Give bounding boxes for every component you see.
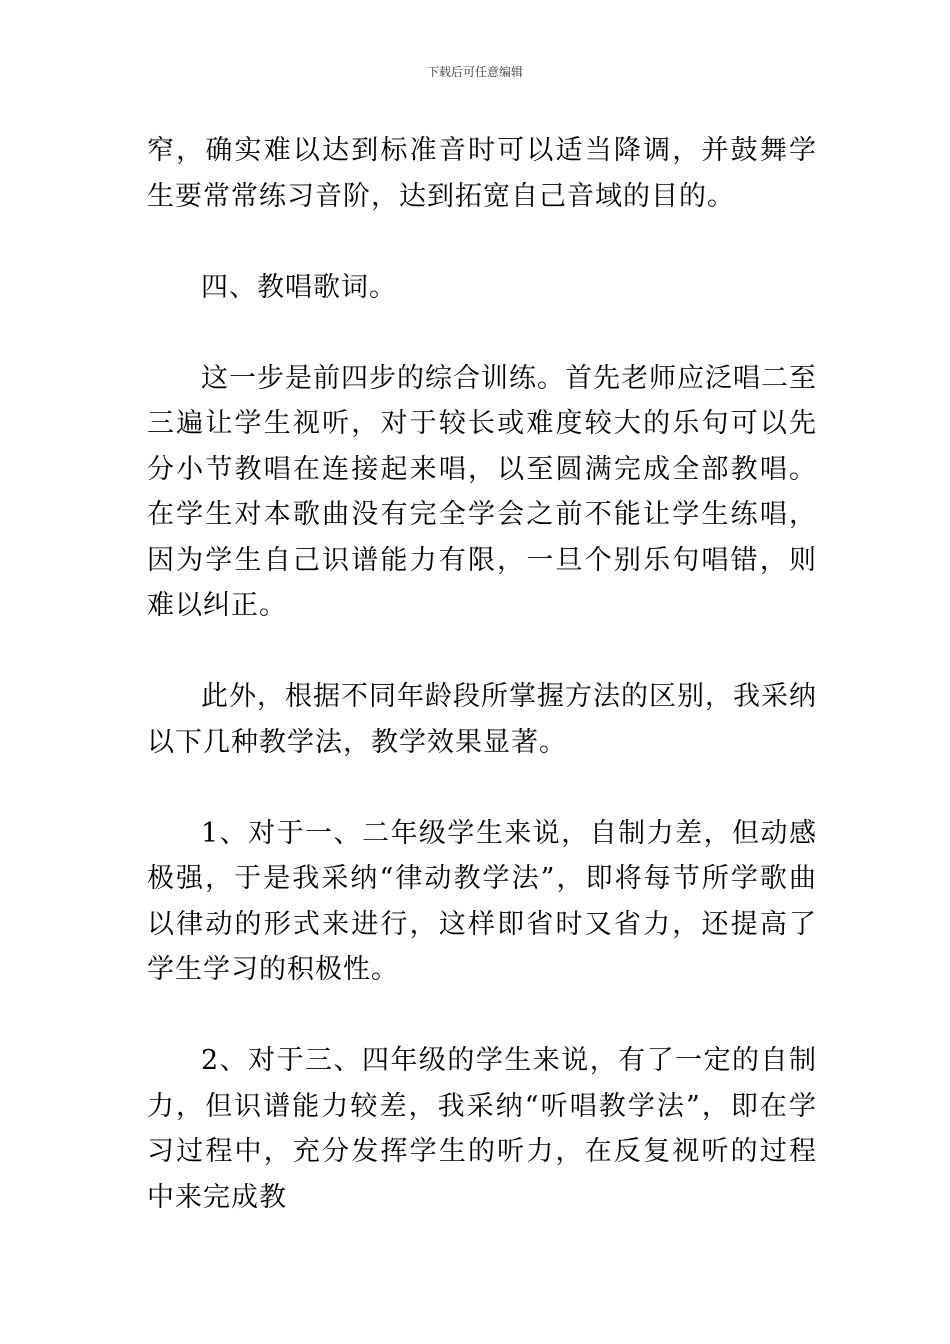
paragraph: 此外，根据不同年龄段所掌握方法的区别，我采纳以下几种教学法，教学效果显著。	[147, 681, 817, 758]
document-body	[147, 128, 817, 1266]
paragraph: 1、对于一、二年级学生来说，自制力差，但动感极强，于是我采纳“律动教学法”，即将每节所学歌曲以律动的形式来进行，这样即省时又省力，还提高了学生学习的积极性。	[147, 817, 817, 985]
paragraph: 这一步是前四步的综合训练。首先老师应泛唱二至三遍让学生视听，对于较长或难度较大的乐句可以先分小节教唱在连接起来唱，以至圆满完成全部教唱。在学生对本歌曲没有完全学会之前不能让学生练唱，因为学生自己识谱能力有限，一旦个别乐句唱错，则难以纠正。	[147, 362, 817, 621]
paragraph-continuation: 窄，确实难以达到标准音时可以适当降调，并鼓舞学生要常常练习音阶，达到拓宽自己音域的目的。	[147, 135, 817, 212]
paragraph: 2、对于三、四年级的学生来说，有了一定的自制力，但识谱能力较差，我采纳“听唱教学法”，即在学习过程中，充分发挥学生的听力，在反复视听的过程中来完成教	[147, 1045, 817, 1213]
section-heading: 四、教唱歌词。	[201, 271, 397, 303]
page-header: 下载后可任意编辑	[426, 65, 523, 79]
